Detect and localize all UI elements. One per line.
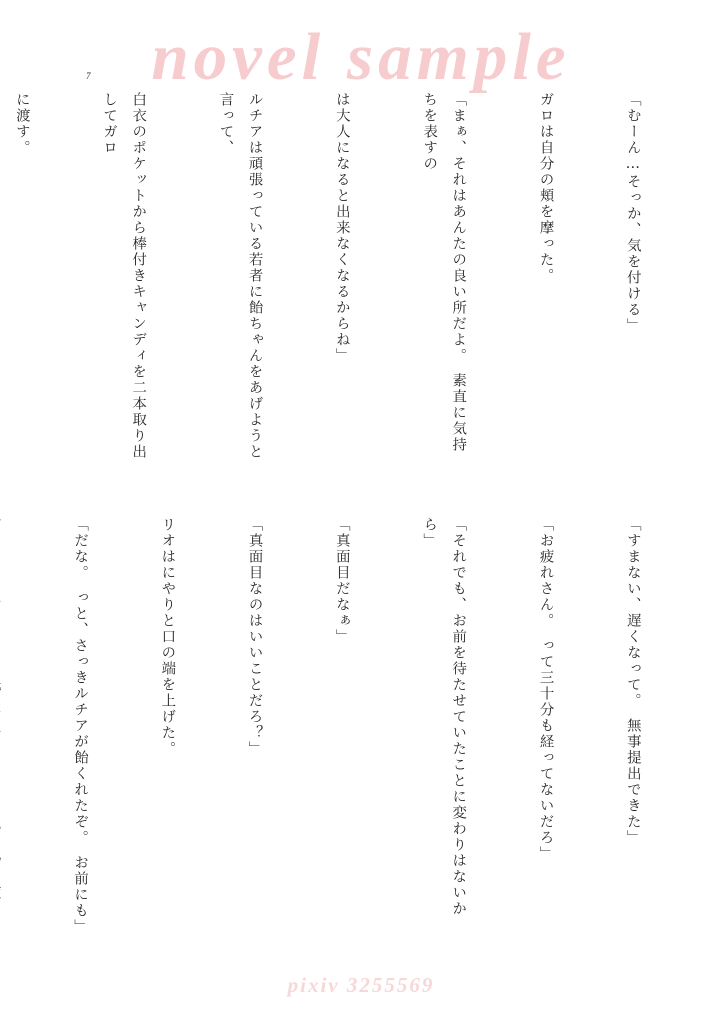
- text-column: 「すまない、遅くなって。 無事提出できた」: [624, 517, 641, 846]
- text-column: 「それでも、お前を待たせていたことに変わりはないから」: [421, 517, 467, 917]
- body-text-block-bottom: [65, 517, 705, 935]
- pixiv-id-footer: pixiv 3255569: [287, 973, 435, 997]
- text-column: ルチアは頑張っている若者に飴ちゃんをあげようと言って、: [217, 92, 263, 460]
- text-column: ガロは自分の頬を摩った。: [537, 92, 554, 284]
- text-column: 「真面目だなぁ」: [333, 517, 350, 645]
- text-column: 「まぁ、それはあんたの良い所だよ。 素直に気持ちを表すの: [421, 92, 467, 453]
- text-column: 「お疲れさん。 って三十分も経ってないだろ」: [537, 517, 554, 862]
- text-column: リオはにやりと口の端を上げた。: [159, 517, 176, 757]
- text-column: [0, 517, 7, 932]
- title-area: [0, 18, 722, 96]
- text-column: に渡す。: [13, 92, 30, 156]
- page-title: novel sample: [151, 20, 571, 94]
- text-column: 白衣のポケットから棒付きキャンディを二本取り出してガロ: [101, 92, 147, 460]
- text-column: は大人になると出来なくなるからね」: [333, 92, 350, 364]
- body-text-block-top: [13, 92, 705, 460]
- text-column: 「だな。 っと、さっきルチアが飴くれたぞ。 お前にも」: [72, 517, 89, 935]
- page-number-marker: 7: [86, 71, 91, 81]
- text-column: 「むーん…そっか、気を付ける」: [624, 92, 641, 334]
- text-column: 「真面目なのはいいことだろ？」: [246, 517, 263, 757]
